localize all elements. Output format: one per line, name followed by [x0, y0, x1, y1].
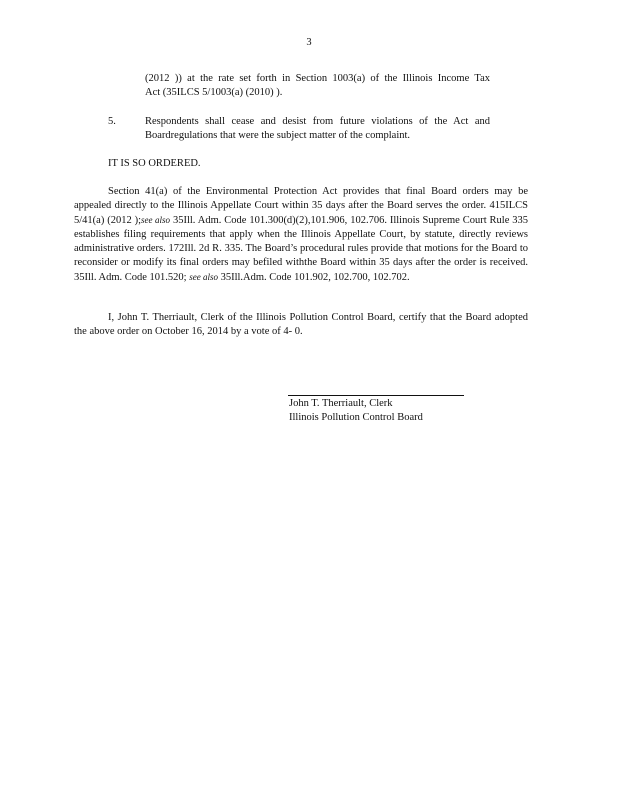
item-4-continuation — [145, 72, 490, 100]
certification-paragraph: I, John T. Therriault, Clerk of the Illinois Pollution Control Board, certify that the Board adopted the above order on October 16, 2014 by a vote of 4- 0. — [74, 312, 528, 337]
appeal-text-part-1: Section 41(a) of the Environmental Protection Act provides that final Board orders may be appealed directly to the Illinois Appellate Court within 35 days after the Board serves the order. 415ILCS 5/41(a) (2012 ); — [74, 186, 528, 226]
see-also-2: see also — [189, 272, 218, 282]
signature-name: John T. Therriault, Clerk — [289, 398, 393, 409]
appeal-text-part-2: 35Ill. Adm. Code 101.300(d)(2),101.906, 102.706. Illinois Supreme Court Rule 335 establishes filing requirements that apply when the Illinois Appellate Court, by statute, directly reviews administrative orders. 172Ill. 2d R. 335. The Board’s procedural rules provide that motions for the Board to reconsider or modify its final orders may befiled withthe Board within 35 days after the order is received. 35Ill. Adm. Code 101.520; — [74, 215, 529, 283]
item-4-line-1: (2012 )) at the rate set forth in Section 1003(a) of the Illinois Income Tax — [145, 73, 490, 84]
page-number: 3 — [306, 37, 312, 48]
it-is-so-ordered: IT IS SO ORDERED. — [108, 158, 201, 169]
item-4-line-2: Act (35ILCS 5/1003(a) (2010) ). — [145, 87, 283, 98]
appeal-text-part-3: 35Ill.Adm. Code 101.902, 102.700, 102.702. — [217, 272, 410, 283]
appeal-paragraph — [74, 185, 528, 285]
signature-organization: Illinois Pollution Control Board — [289, 412, 423, 423]
signature-line — [288, 395, 464, 396]
item-5-number: 5. — [108, 116, 116, 127]
item-5-text: Respondents shall cease and desist from future violations of the Act and Boardregulations that were the subject matter of the complaint. — [145, 116, 490, 141]
see-also-1: see also — [141, 215, 171, 225]
signature-block — [289, 397, 423, 425]
